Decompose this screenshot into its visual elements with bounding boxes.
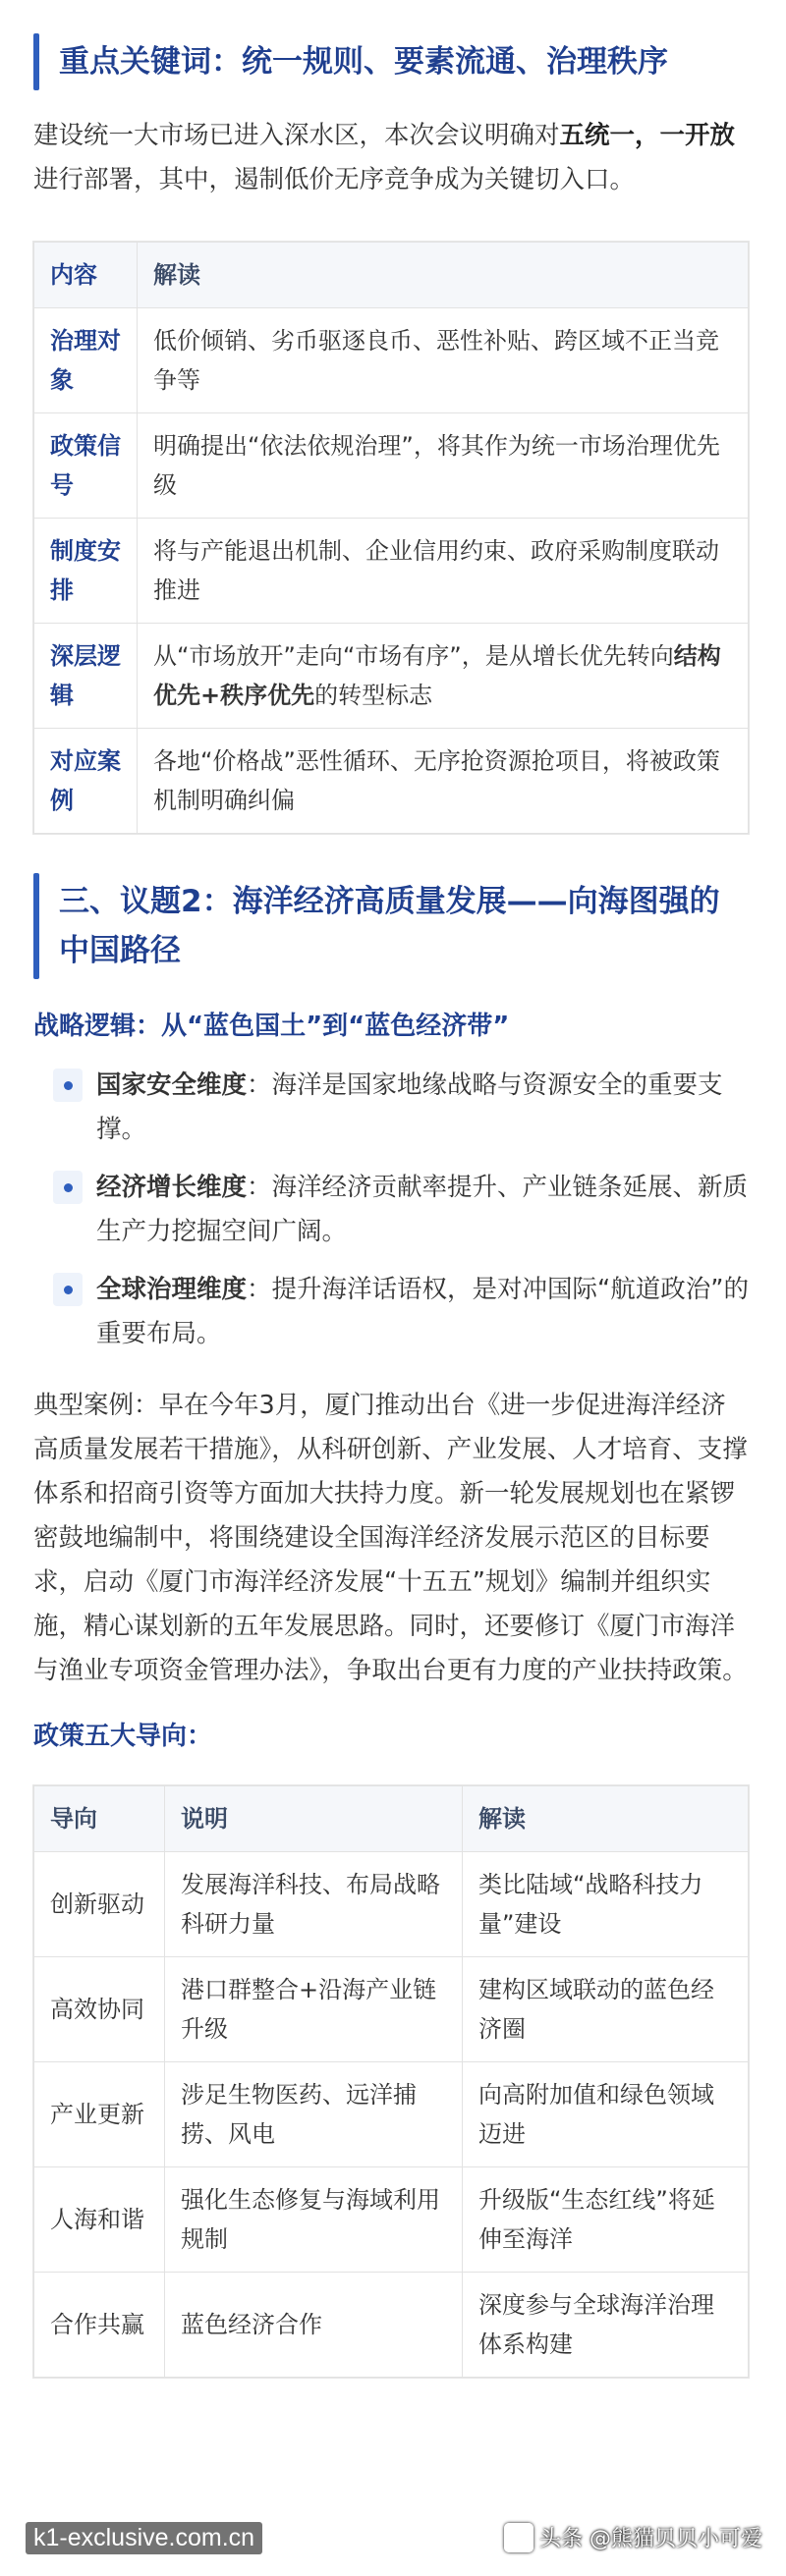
case-paragraph: 典型案例：早在今年3月，厦门推动出台《进一步促进海洋经济高质量发展若干措施》，从科研创新、产业发展、人才培育、支撑体系和招商引资等方面加大扶持力度。新一轮发展规划也在紧锣密鼓地编制中，将围绕建设全国海洋经济发展示范区的目标要求，启动《厦门市海洋经济发展“十五五”规划》编制并组织实施，精心谋划新的五年发展思路。同时，还要修订《厦门市海洋与渔业专项资金管理办法》，争取出台更有力度的产业扶持政策。 xyxy=(33,1391,748,1685)
list-item: 国家安全维度：海洋是国家地缘战略与资源安全的重要支撑。 xyxy=(33,1064,749,1152)
row-value: 明确提出“依法依规治理”，将其作为统一市场治理优先级 xyxy=(138,413,749,519)
strategy-subtitle: 战略逻辑：从“蓝色国土”到“蓝色经济带” xyxy=(33,1012,510,1041)
bullet-list xyxy=(33,1064,749,1356)
row-key: 制度安排 xyxy=(34,519,138,624)
table-cell: 港口群整合+沿海产业链升级 xyxy=(165,1957,463,2062)
list-item: 全球治理维度：提升海洋话语权，是对冲国际“航道政治”的重要布局。 xyxy=(33,1268,749,1356)
table-row xyxy=(34,729,749,834)
row-value: 将与产能退出机制、企业信用约束、政府采购制度联动推进 xyxy=(138,519,749,624)
table-row xyxy=(34,1852,749,1957)
article xyxy=(0,33,786,2378)
policy-table xyxy=(33,1785,749,2378)
table-row xyxy=(34,1957,749,2062)
table-cell: 高效协同 xyxy=(34,1957,165,2062)
row-value: 低价倾销、劣币驱逐良币、恶性补贴、跨区域不正当竞争等 xyxy=(138,308,749,413)
table-cell: 蓝色经济合作 xyxy=(165,2273,463,2378)
table-header-cell: 导向 xyxy=(34,1786,165,1852)
section-heading-ocean xyxy=(33,873,749,979)
table-row xyxy=(34,413,749,519)
row-key: 深层逻辑 xyxy=(34,624,138,729)
keywords-table xyxy=(33,242,749,834)
row-key: 对应案例 xyxy=(34,729,138,834)
table-row xyxy=(34,2273,749,2378)
heading-accent-bar xyxy=(33,873,39,979)
row-value: 各地“价格战”恶性循环、无序抢资源抢项目，将被政策机制明确纠偏 xyxy=(138,729,749,834)
table-row xyxy=(34,624,749,729)
author-watermark: 头条 @熊猫贝贝小可爱 xyxy=(504,2522,762,2552)
table-cell: 涉足生物医药、远洋捕捞、风电 xyxy=(165,2062,463,2167)
bullet-icon xyxy=(53,1069,83,1102)
section-heading-keywords xyxy=(33,33,749,90)
table-cell: 人海和谐 xyxy=(34,2167,165,2273)
intro-bold: 五统一，一开放 xyxy=(559,121,736,150)
table-header-cell: 内容 xyxy=(34,243,138,308)
toutiao-logo-icon xyxy=(504,2523,533,2552)
table-header-cell: 说明 xyxy=(165,1786,463,1852)
list-item: 经济增长维度：海洋经济贡献率提升、产业链条延展、新质生产力挖掘空间广阔。 xyxy=(33,1166,749,1254)
site-watermark: k1-exclusive.com.cn xyxy=(26,2522,262,2554)
table-cell: 产业更新 xyxy=(34,2062,165,2167)
table-cell: 建构区域联动的蓝色经济圈 xyxy=(463,1957,749,2062)
row-key: 治理对象 xyxy=(34,308,138,413)
intro-paragraph: 建设统一大市场已进入深水区，本次会议明确对五统一，一开放进行部署，其中，遏制低价无序竞争成为关键切入口。 xyxy=(33,121,736,194)
table-header-row xyxy=(34,1786,749,1852)
table-row xyxy=(34,2167,749,2273)
table-cell: 发展海洋科技、布局战略科研力量 xyxy=(165,1852,463,1957)
heading-text: 三、议题2：海洋经济高质量发展——向海图强的中国路径 xyxy=(59,884,720,968)
row-key: 政策信号 xyxy=(34,413,138,519)
table-header-cell: 解读 xyxy=(463,1786,749,1852)
table-cell: 合作共赢 xyxy=(34,2273,165,2378)
table-cell: 升级版“生态红线”将延伸至海洋 xyxy=(463,2167,749,2273)
table-row xyxy=(34,519,749,624)
policy-subtitle: 政策五大导向： xyxy=(33,1722,213,1751)
row-value-bold: 结构优先+秩序优先 xyxy=(153,642,721,709)
heading-text: 重点关键词：统一规则、要素流通、治理秩序 xyxy=(59,44,668,80)
table-row xyxy=(34,2062,749,2167)
table-cell: 创新驱动 xyxy=(34,1852,165,1957)
table-row xyxy=(34,308,749,413)
bullet-icon xyxy=(53,1171,83,1204)
table-header-row xyxy=(34,243,749,308)
table-header-cell: 解读 xyxy=(138,243,749,308)
table-cell: 深度参与全球海洋治理体系构建 xyxy=(463,2273,749,2378)
row-value: 从“市场放开”走向“市场有序”，是从增长优先转向结构优先+秩序优先的转型标志 xyxy=(138,624,749,729)
table-cell: 强化生态修复与海域利用规制 xyxy=(165,2167,463,2273)
table-cell: 向高附加值和绿色领域迈进 xyxy=(463,2062,749,2167)
bullet-icon xyxy=(53,1273,83,1306)
table-cell: 类比陆域“战略科技力量”建设 xyxy=(463,1852,749,1957)
heading-accent-bar xyxy=(33,33,39,90)
